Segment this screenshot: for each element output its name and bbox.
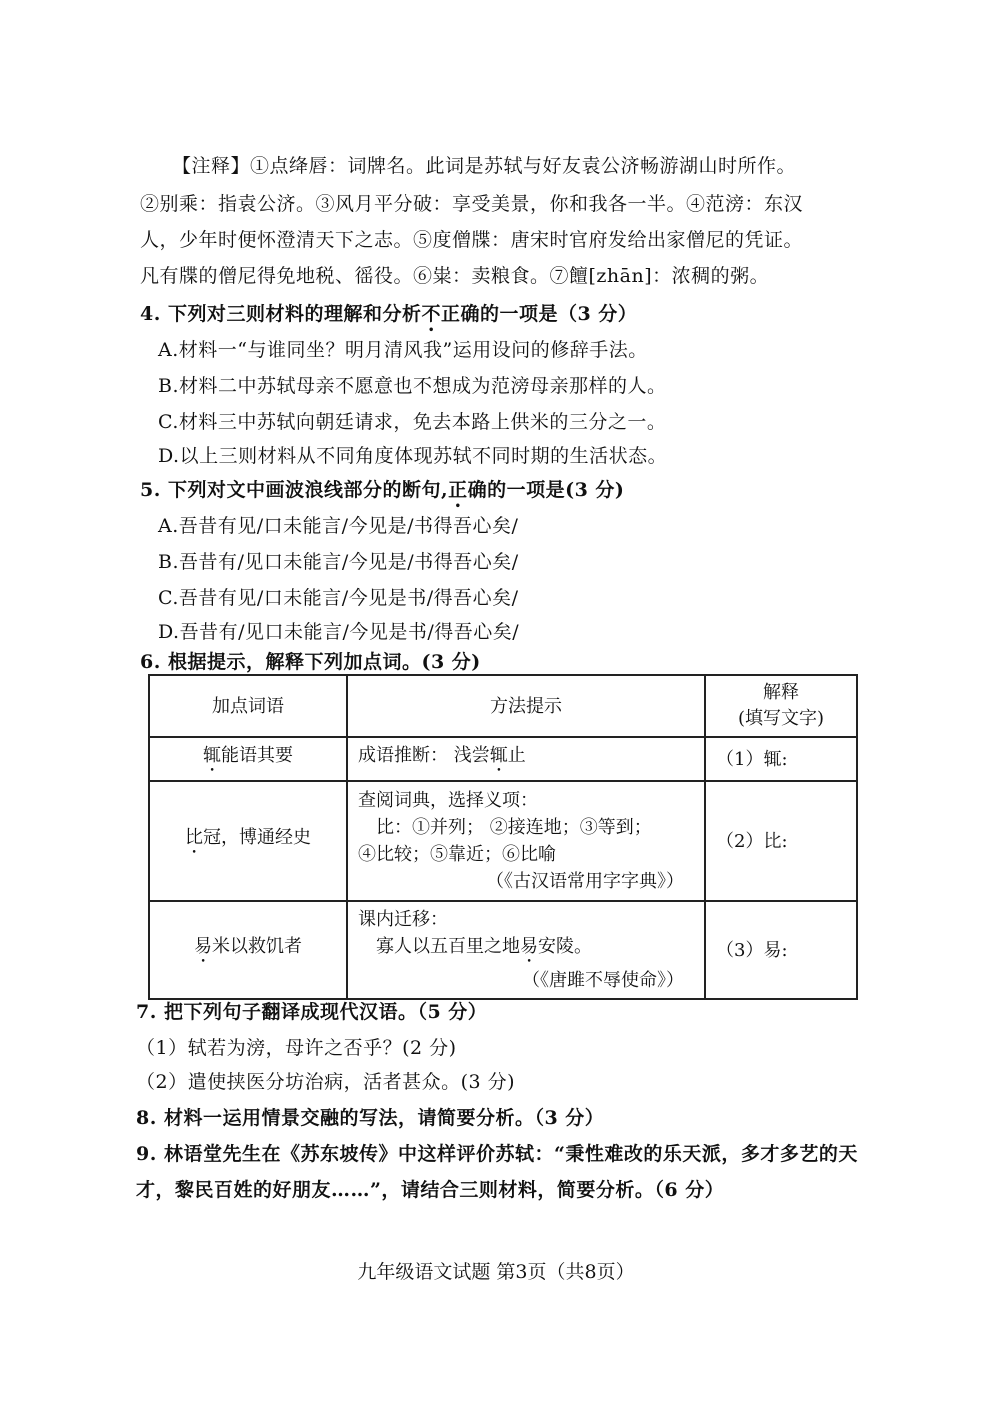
table-row	[149, 781, 857, 901]
question-5-option-a: A.吾昔有见/口未能言/今见是/书得吾心矣/	[158, 515, 519, 537]
row2-answer[interactable]: （2）比:	[705, 781, 857, 901]
note-line-4: 凡有牒的僧尼得免地税、徭役。⑥粜：卖粮食。⑦饘[zhān]：浓稠的粥。	[140, 265, 770, 287]
table-header-row	[149, 675, 857, 737]
question-5-stem-post: 确的一项是(3 分)	[467, 479, 625, 501]
question-8-stem: 8. 材料一运用情景交融的写法，请简要分析。（3 分）	[136, 1107, 605, 1129]
row3-answer[interactable]: （3）易:	[705, 901, 857, 999]
question-7-item-2: （2）遣使挟医分坊治病，活者甚众。(3 分)	[136, 1071, 516, 1093]
row2-hint-line4: （《古汉语常用字字典》）	[486, 871, 684, 892]
header-answer-line1: 解释	[763, 682, 799, 703]
table-row	[149, 901, 857, 999]
row1-hint-pre: 成语推断： 浅尝	[358, 745, 490, 766]
question-4-option-b: B.材料二中苏轼母亲不愿意也不想成为范滂母亲那样的人。	[158, 375, 667, 397]
question-9-line-1: 9. 林语堂先生在《苏东坡传》中这样评价苏轼：“秉性难改的乐天派，多才多艺的天	[136, 1143, 858, 1165]
question-5-stem-dot: 正	[448, 479, 468, 501]
question-5-option-d: D.吾昔有/见口未能言/今见是书/得吾心矣/	[158, 621, 520, 643]
question-5-stem	[140, 476, 624, 512]
note-line-2: ②别乘：指袁公济。③风月平分破：享受美景，你和我各一半。④范滂：东汉	[140, 193, 804, 215]
question-9-line-2: 才，黎民百姓的好朋友……”，请结合三则材料，简要分析。（6 分）	[136, 1179, 725, 1201]
row1-word-dot: 辄	[203, 745, 221, 766]
row3-hint	[347, 901, 705, 999]
header-hint: 方法提示	[347, 675, 705, 737]
question-7-item-1: （1）轼若为滂，母许之否乎？(2 分)	[136, 1037, 457, 1059]
question-4-option-d: D.以上三则材料从不同角度体现苏轼不同时期的生活状态。	[158, 445, 668, 467]
question-4-stem-dot: 不	[421, 303, 441, 325]
page-footer: 九年级语文试题 第3页（共8页）	[357, 1261, 635, 1283]
row3-hint-line1: 课内迁移：	[358, 909, 448, 930]
word-explanation-table	[148, 674, 858, 1000]
header-answer	[705, 675, 857, 737]
row2-hint-line1: 查阅词典，选择义项：	[358, 790, 538, 811]
row3-hint-post: 安陵。	[538, 936, 592, 957]
question-4-stem-post: 正确的一项是（3 分）	[440, 303, 638, 325]
row2-word-dot: 比	[185, 827, 203, 848]
row1-hint-post: 止	[507, 745, 526, 766]
row2-word-rest: 冠，博通经史	[203, 827, 311, 848]
question-5-option-c: C.吾昔有见/口未能言/今见是书/得吾心矣/	[158, 587, 519, 609]
header-answer-line2: (填写文字)	[737, 708, 825, 729]
row3-hint-dot: 易	[520, 936, 538, 957]
row1-word	[149, 737, 347, 781]
row3-word-dot: 易	[194, 936, 212, 957]
note-line-1: 【注释】①点绛唇：词牌名。此词是苏轼与好友袁公济畅游湖山时所作。	[172, 155, 797, 177]
question-4-stem	[140, 300, 637, 336]
table-row	[149, 737, 857, 781]
row3-hint-pre: 寡人以五百里之地	[376, 936, 520, 957]
row1-hint	[347, 737, 705, 781]
question-4-stem-pre: 4. 下列对三则材料的理解和分析	[140, 303, 422, 325]
row1-word-rest: 能语其要	[221, 745, 293, 766]
question-5-option-b: B.吾昔有/见口未能言/今见是/书得吾心矣/	[158, 551, 519, 573]
row3-hint-line3: （《唐雎不辱使命》）	[522, 970, 684, 991]
note-line-3: 人，少年时便怀澄清天下之志。⑤度僧牒：唐宋时官府发给出家僧尼的凭证。	[140, 229, 804, 251]
row1-hint-dot: 辄	[489, 745, 508, 766]
row3-word	[149, 901, 347, 999]
question-6-stem: 6. 根据提示，解释下列加点词。(3 分)	[140, 651, 481, 673]
question-4-option-a: A.材料一“与谁同坐？明月清风我”运用设问的修辞手法。	[158, 339, 648, 361]
header-word: 加点词语	[149, 675, 347, 737]
row1-answer[interactable]: （1）辄:	[705, 737, 857, 781]
row3-word-rest: 米以救饥者	[212, 936, 302, 957]
question-5-stem-pre: 5. 下列对文中画波浪线部分的断句,	[140, 479, 449, 501]
row2-hint	[347, 781, 705, 901]
question-7-stem: 7. 把下列句子翻译成现代汉语。（5 分）	[136, 1001, 488, 1023]
row2-word	[149, 781, 347, 901]
question-4-option-c: C.材料三中苏轼向朝廷请求，免去本路上供米的三分之一。	[158, 411, 667, 433]
row2-hint-line2: 比：①并列； ②接连地；③等到；	[376, 817, 652, 838]
row2-hint-line3: ④比较；⑤靠近；⑥比喻	[358, 844, 556, 865]
